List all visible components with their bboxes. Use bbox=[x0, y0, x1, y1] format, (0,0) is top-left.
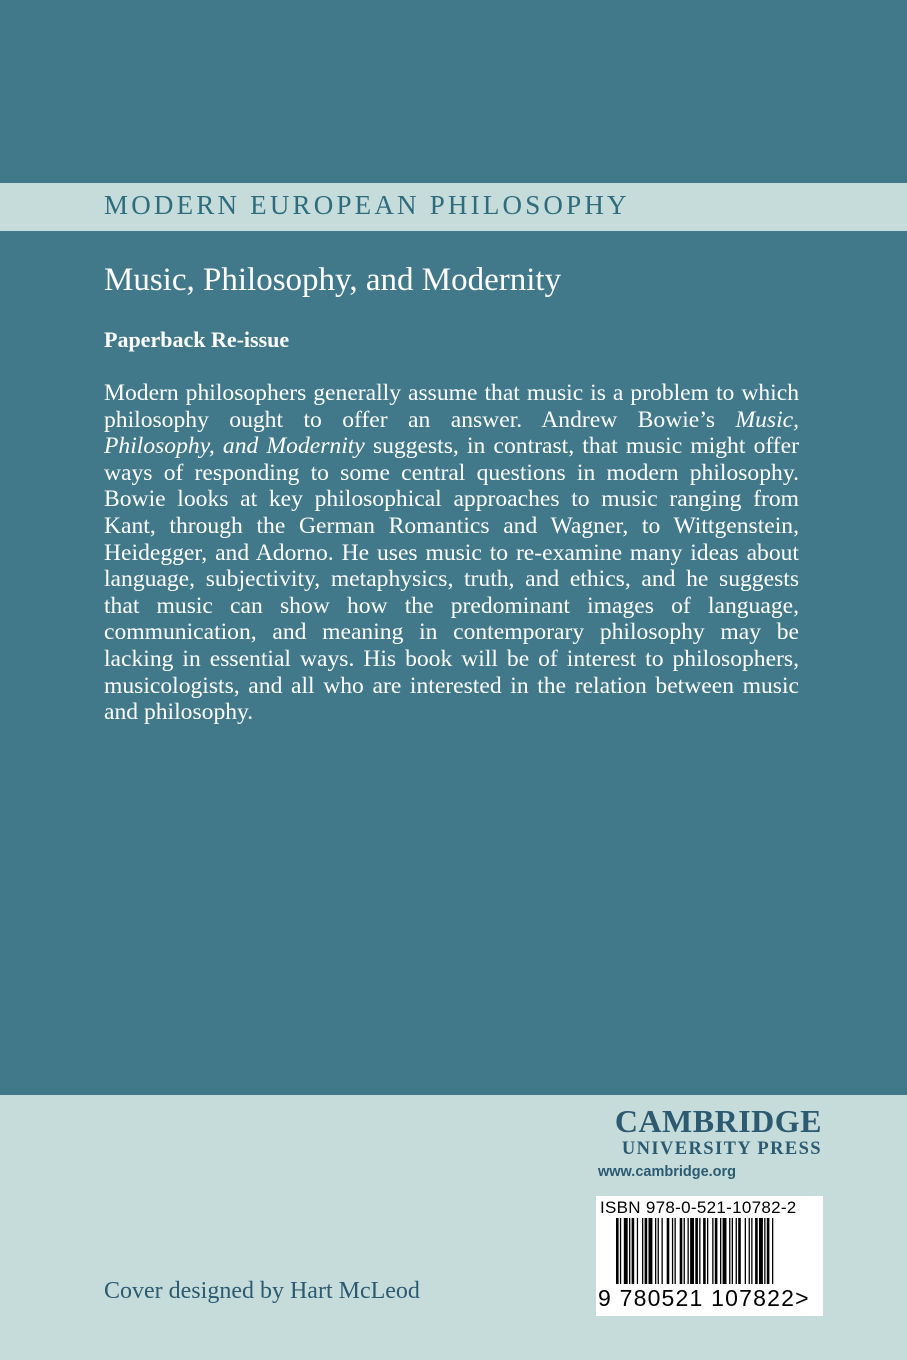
barcode-box bbox=[596, 1196, 823, 1316]
cover-credit: Cover designed by Hart McLeod bbox=[104, 1278, 420, 1304]
publisher-name: CAMBRIDGE bbox=[614, 1103, 822, 1139]
book-description bbox=[104, 380, 799, 726]
isbn-label: ISBN 978-0-521-10782-2 bbox=[600, 1198, 797, 1217]
barcode-number: 9 780521 107822 bbox=[598, 1285, 796, 1311]
barcode-icon bbox=[596, 1218, 823, 1288]
description-title-italic: Music, Philosophy, and Modernity bbox=[104, 406, 799, 460]
publisher-subtitle: UNIVERSITY PRESS bbox=[621, 1139, 822, 1159]
series-title: MODERN EUROPEAN PHILOSOPHY bbox=[104, 190, 630, 220]
publisher-logo bbox=[590, 1104, 822, 1182]
barcode-digits bbox=[598, 1285, 810, 1312]
description-text-1: Modern philosophers generally assume that music is a problem to which philosophy ought to offer an answer. Andrew Bowie’s bbox=[104, 380, 799, 433]
barcode-end-mark: > bbox=[795, 1285, 810, 1311]
edition-label: Paperback Re-issue bbox=[104, 327, 290, 352]
publisher-url: www.cambridge.org bbox=[598, 1164, 737, 1180]
book-title: Music, Philosophy, and Modernity bbox=[104, 262, 562, 298]
description-text-2: suggests, in contrast, that music might offer ways of responding to some central questions in modern philosophy. Bowie looks at key philosophical approaches to music ranging from Kant, through the German Romantics and Wagner, to Wittgenstein, Heidegger, and Adorno. He uses music to re-examine many ideas about language, subjectivity, metaphysics, truth, and ethics, and he suggests that music can show how the predominant images of language, communication, and meaning in contemporary philosophy may be lacking in essential ways. His book will be of interest to philosophers, musicologists, and all who are interested in the relation between music and philosophy. bbox=[104, 433, 799, 726]
